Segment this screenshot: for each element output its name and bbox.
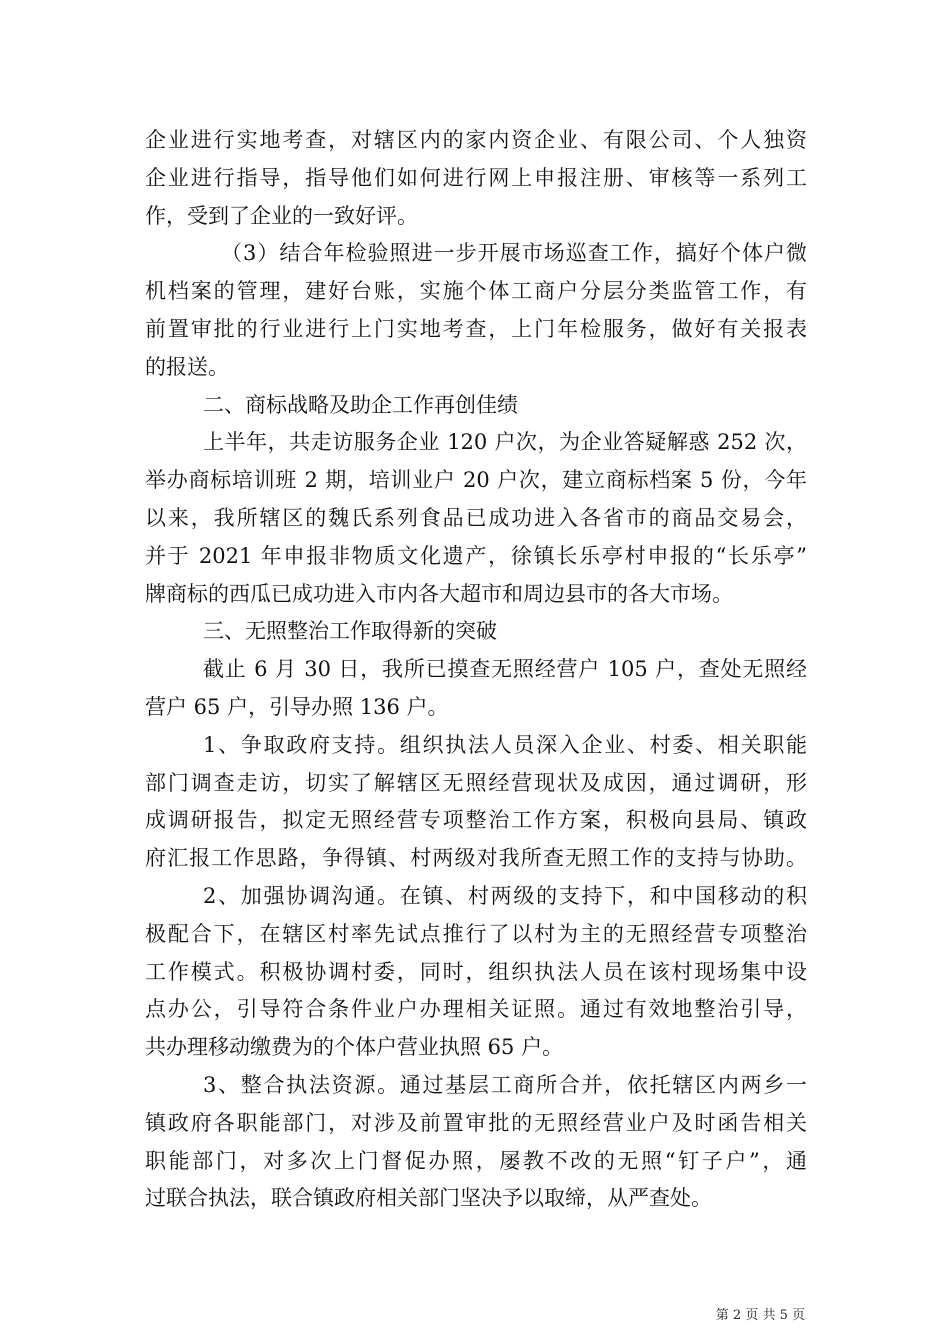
page-number: 第 2 页 共 5 页 — [715, 1308, 805, 1323]
text-line: 点办公，引导符合条件业户办理相关证照。通过有效地整治引导， — [145, 997, 807, 1022]
text-line: 共办理移动缴费为的个体户营业执照 65 户。 — [145, 1035, 564, 1060]
text-line: 镇政府各职能部门，对涉及前置审批的无照经营业户及时函告相关 — [145, 1110, 807, 1135]
text-line: 二、商标战略及助企工作再创佳绩 — [203, 392, 518, 417]
text-line: （3）结合年检验照进一步开展市场巡查工作，搞好个体户微 — [221, 241, 807, 266]
text-line: 作，受到了企业的一致好评。 — [145, 203, 418, 228]
text-line: 企业进行指导，指导他们如何进行网上申报注册、审核等一系列工 — [145, 165, 807, 190]
text-line: 2、加强协调沟通。在镇、村两级的支持下，和中国移动的积 — [203, 883, 807, 908]
text-line: 过联合执法，联合镇政府相关部门坚决予以取缔，从严查处。 — [145, 1186, 712, 1211]
text-line: 成调研报告，拟定无照经营专项整治工作方案，积极向县局、镇政 — [145, 808, 807, 833]
text-line: 举办商标培训班 2 期，培训业户 20 户次，建立商标档案 5 份，今年 — [145, 468, 807, 493]
text-line: 3、整合执法资源。通过基层工商所合并，依托辖区内两乡一 — [203, 1072, 807, 1097]
text-line: 以来，我所辖区的魏氏系列食品已成功进入各省市的商品交易会， — [145, 505, 807, 530]
text-line: 上半年，共走访服务企业 120 户次，为企业答疑解惑 252 次， — [203, 430, 807, 455]
text-line: 部门调查走访，切实了解辖区无照经营现状及成因，通过调研，形 — [145, 770, 807, 795]
text-line: 职能部门，对多次上门督促办照，屡教不改的无照“钉子户”，通 — [145, 1148, 807, 1173]
text-line: 三、无照整治工作取得新的突破 — [203, 619, 497, 644]
text-line: 的报送。 — [145, 354, 229, 379]
text-line: 工作模式。积极协调村委，同时，组织执法人员在该村现场集中设 — [145, 959, 807, 984]
document-body — [145, 122, 807, 1218]
text-line: 营户 65 户，引导办照 136 户。 — [145, 694, 449, 719]
text-line: 并于 2021 年申报非物质文化遗产，徐镇长乐亭村申报的“长乐亭” — [145, 543, 807, 568]
text-line: 前置审批的行业进行上门实地考查，上门年检服务，做好有关报表 — [145, 316, 807, 341]
text-line: 企业进行实地考查，对辖区内的家内资企业、有限公司、个人独资 — [145, 128, 807, 152]
text-line: 牌商标的西瓜已成功进入市内各大超市和周边县市的各大市场。 — [145, 581, 733, 606]
text-line: 截止 6 月 30 日，我所已摸查无照经营户 105 户，查处无照经 — [203, 657, 807, 682]
text-line: 府汇报工作思路，争得镇、村两级对我所查无照工作的支持与协助。 — [145, 846, 807, 871]
text-line: 极配合下，在辖区村率先试点推行了以村为主的无照经营专项整治 — [145, 921, 807, 946]
text-line: 1、争取政府支持。组织执法人员深入企业、村委、相关职能 — [203, 732, 807, 757]
text-line: 机档案的管理，建好台账，实施个体工商户分层分类监管工作，有 — [145, 279, 807, 304]
